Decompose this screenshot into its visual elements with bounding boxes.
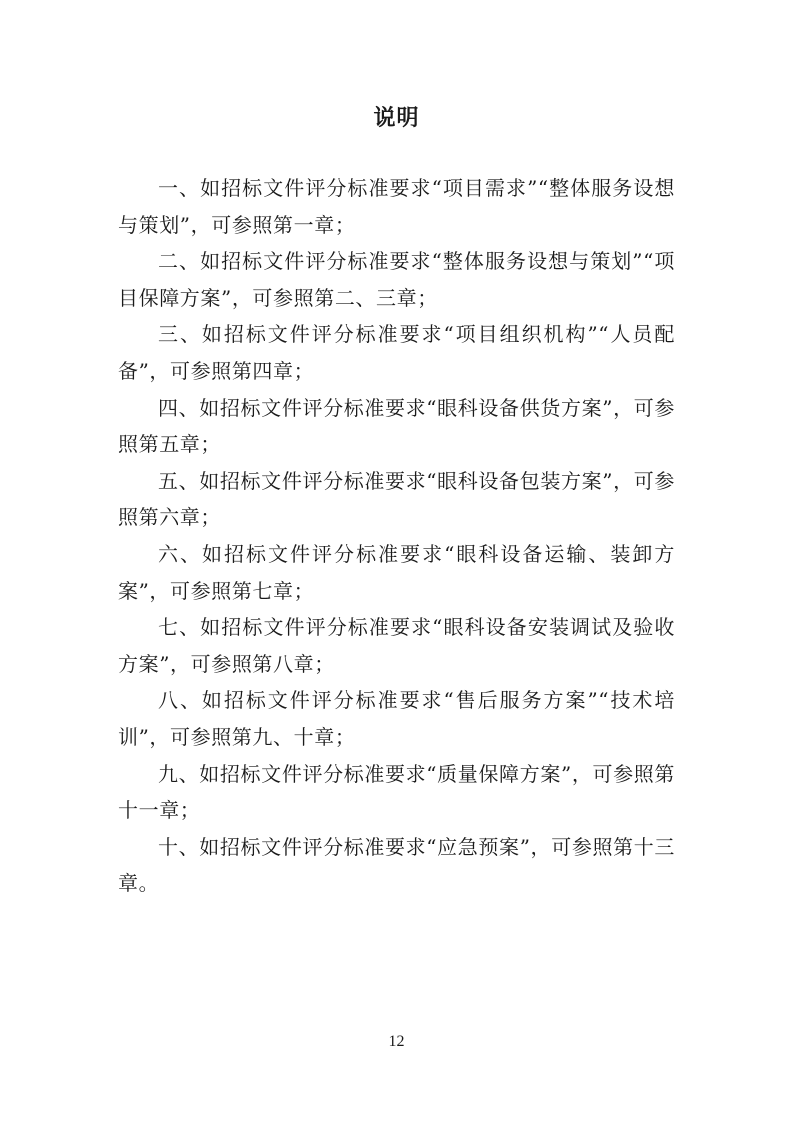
document-body [118,170,675,902]
paragraph-5: 五、如招标文件评分标准要求“眼科设备包装方案”，可参照第六章； [118,468,675,530]
paragraph-6: 六、如招标文件评分标准要求“眼科设备运输、装卸方案”，可参照第七章； [118,541,675,603]
paragraph-3: 三、如招标文件评分标准要求“项目组织机构”“人员配备”，可参照第四章； [118,322,675,383]
paragraph-4: 四、如招标文件评分标准要求“眼科设备供货方案”，可参照第五章； [118,395,675,457]
paragraph-8: 八、如招标文件评分标准要求“售后服务方案”“技术培训”，可参照第九、十章； [118,688,675,749]
paragraph-7: 七、如招标文件评分标准要求“眼科设备安装调试及验收方案”，可参照第八章； [118,615,675,676]
paragraph-2: 二、如招标文件评分标准要求“整体服务设想与策划”“项目保障方案”，可参照第二、三章； [118,249,675,310]
paragraph-10: 十、如招标文件评分标准要求“应急预案”，可参照第十三章。 [118,834,675,896]
page-title: 说明 [373,105,420,131]
paragraph-9: 九、如招标文件评分标准要求“质量保障方案”，可参照第十一章； [118,761,675,823]
page-number: 12 [388,1033,405,1050]
paragraph-1: 一、如招标文件评分标准要求“项目需求”“整体服务设想与策划”，可参照第一章； [118,176,675,237]
